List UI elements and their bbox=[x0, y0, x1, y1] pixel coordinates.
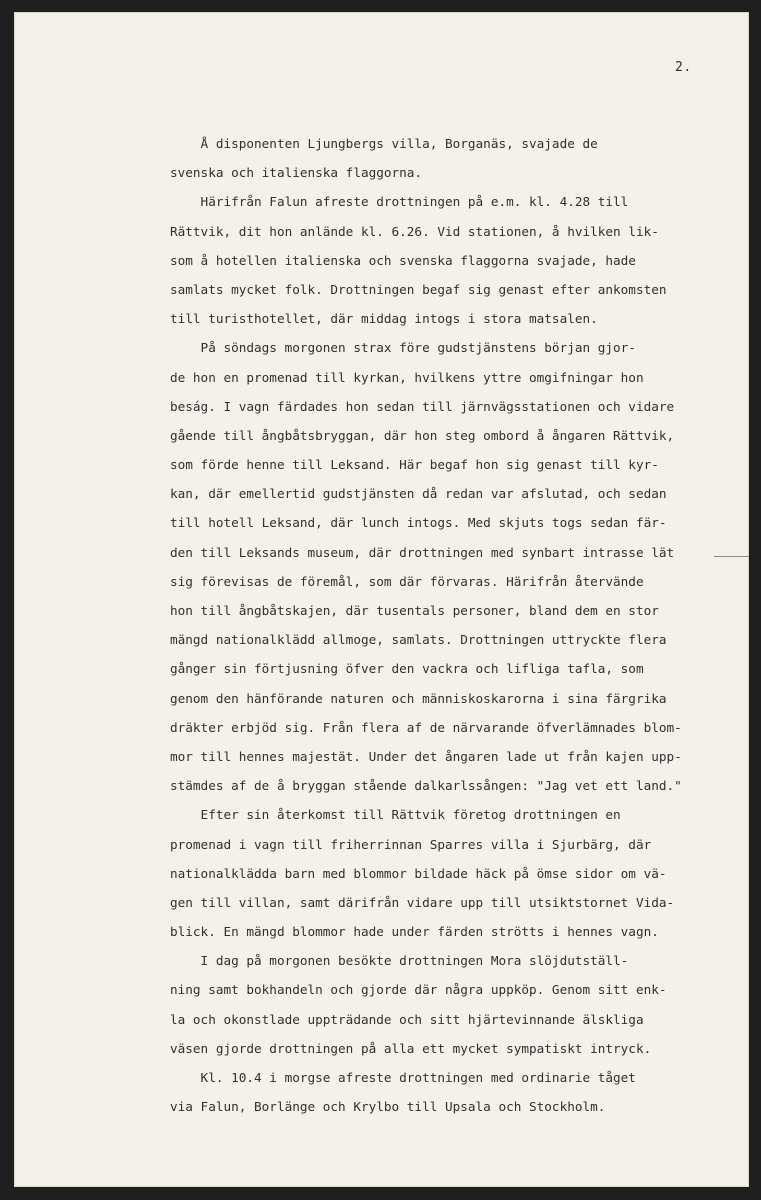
text-line: mängd nationalklädd allmoge, samlats. Drottningen uttryckte flera bbox=[170, 632, 667, 648]
text-line: stämdes af de å bryggan stående dalkarlssången: "Jag vet ett land." bbox=[170, 778, 682, 794]
text-line: beság. I vagn färdades hon sedan till järnvägsstationen och vidare bbox=[170, 398, 675, 414]
page-number: 2. bbox=[675, 60, 692, 75]
text-line: gen till villan, samt därifrån vidare upp till utsiktstornet Vida- bbox=[170, 894, 675, 910]
text-line: kan, där emellertid gudstjänsten då redan var afslutad, och sedan bbox=[170, 486, 667, 502]
text-line: gånger sin förtjusning öfver den vackra och lifliga tafla, som bbox=[170, 661, 644, 677]
text-line: hon till ångbåtskajen, där tusentals personer, bland dem en stor bbox=[170, 603, 659, 618]
text-line: samlats mycket folk. Drottningen begaf sig genast efter ankomsten bbox=[170, 281, 667, 297]
text-line: gående till ångbåtsbryggan, där hon steg ombord å ångaren Rättvik, bbox=[170, 427, 675, 443]
text-line: Kl. 10.4 i morgse afreste drottningen med ordinarie tåget bbox=[170, 1070, 636, 1085]
text-line: la och okonstlade uppträdande och sitt hjärtevinnande älskliga bbox=[170, 1011, 644, 1027]
text-line: blick. En mängd blommor hade under färden strötts i hennes vagn. bbox=[170, 924, 659, 940]
text-line: promenad i vagn till friherrinnan Sparres villa i Sjurbärg, där bbox=[170, 836, 652, 852]
text-line: ning samt bokhandeln och gjorde där några uppköp. Genom sitt enk- bbox=[170, 982, 667, 998]
text-line: väsen gjorde drottningen på alla ett mycket sympatiskt intryck. bbox=[170, 1040, 652, 1056]
text-line: Efter sin återkomst till Rättvik företog drottningen en bbox=[170, 807, 621, 823]
text-line: till turisthotellet, där middag intogs i stora matsalen. bbox=[170, 311, 598, 327]
text-line: I dag på morgonen besökte drottningen Mora slöjdutställ- bbox=[170, 953, 629, 969]
text-line: den till Leksands museum, där drottningen med synbart intrasse lät bbox=[170, 544, 675, 560]
text-line: som å hotellen italienska och svenska flaggorna svajade, hade bbox=[170, 252, 636, 268]
text-line: nationalklädda barn med blommor bildade häck på ömse sidor om vä- bbox=[170, 865, 667, 881]
text-line: de hon en promenad till kyrkan, hvilkens yttre omgifningar hon bbox=[170, 369, 644, 385]
text-line: till hotell Leksand, där lunch intogs. Med skjuts togs sedan fär- bbox=[170, 515, 667, 531]
text-line: På söndags morgonen strax före gudstjänstens början gjor- bbox=[170, 340, 636, 356]
text-line: via Falun, Borlänge och Krylbo till Upsala och Stockholm. bbox=[170, 1099, 606, 1115]
text-line: svenska och italienska flaggorna. bbox=[170, 165, 423, 181]
text-line: sig förevisas de föremål, som där förvaras. Härifrån återvände bbox=[170, 573, 644, 589]
text-line: genom den hänförande naturen och människoskarorna i sina färgrika bbox=[170, 690, 667, 706]
text-line: Rättvik, dit hon anlände kl. 6.26. Vid stationen, å hvilken lik- bbox=[170, 223, 659, 239]
typed-body-text bbox=[170, 129, 730, 1121]
text-line: dräkter erbjöd sig. Från flera af de närvarande öfverlämnades blom- bbox=[170, 719, 682, 735]
text-line: som förde henne till Leksand. Här begaf hon sig genast till kyr- bbox=[170, 457, 659, 473]
text-line: mor till hennes majestät. Under det ångaren lade ut från kajen upp- bbox=[170, 748, 682, 764]
document-page bbox=[14, 12, 749, 1187]
text-line: Härifrån Falun afreste drottningen på e.m. kl. 4.28 till bbox=[170, 194, 629, 210]
text-line: Å disponenten Ljungbergs villa, Borganäs, svajade de bbox=[170, 136, 598, 151]
